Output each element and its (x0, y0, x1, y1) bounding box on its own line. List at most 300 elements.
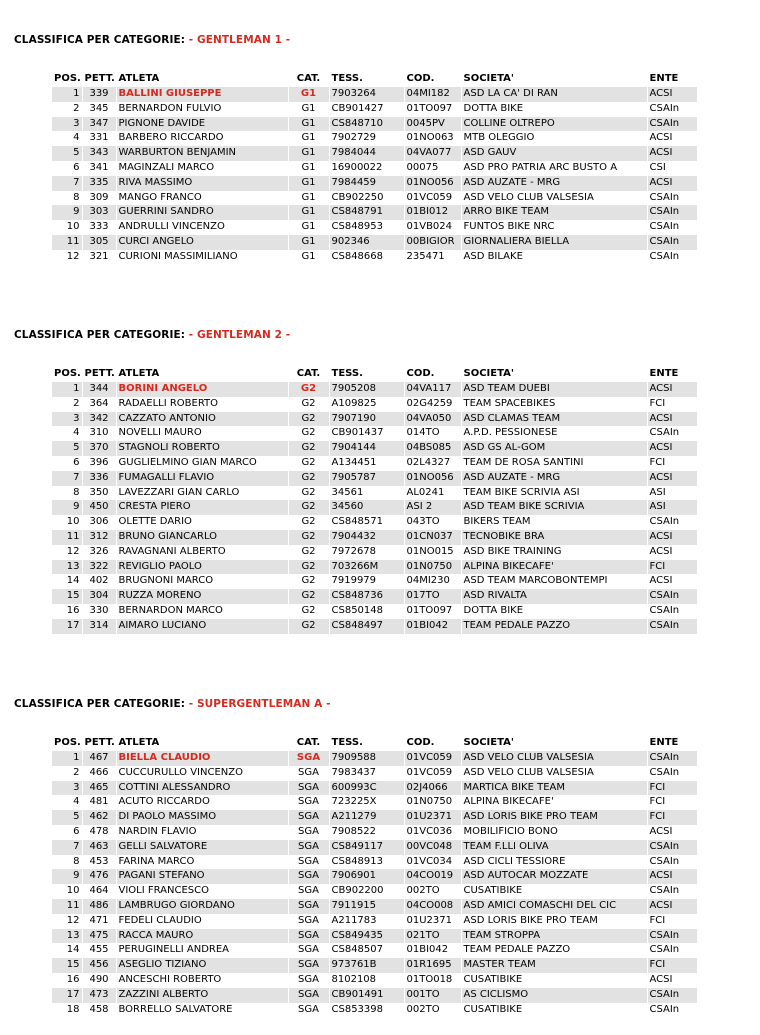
table-row (52, 486, 697, 501)
cell-ente: CSAIn (647, 220, 697, 235)
cell-tess: 7902729 (329, 131, 404, 146)
cell-pos: 10 (52, 515, 82, 530)
cell-cod: 04CO019 (404, 869, 461, 884)
cell-ente: ACSI (647, 973, 697, 988)
cell-cat: SGA (288, 943, 329, 958)
table-row (52, 619, 697, 634)
cell-pos: 4 (52, 131, 82, 146)
cell-cod: 235471 (404, 250, 461, 265)
cell-cod: AL0241 (404, 486, 461, 501)
cell-ente: ACSI (647, 412, 697, 427)
ranking-table (52, 736, 698, 1017)
cell-pos: 6 (52, 825, 82, 840)
cell-tess: 723225X (329, 795, 404, 810)
cell-societa: ASD TEAM DUEBI (461, 382, 647, 397)
cell-cod: 00075 (404, 161, 461, 176)
header-atleta: ATLETA (116, 367, 288, 382)
cell-cod: 04VA117 (404, 382, 461, 397)
cell-ente: ACSI (647, 176, 697, 191)
cell-tess: 7909588 (329, 751, 404, 766)
cell-ente: FCI (647, 810, 697, 825)
cell-ente: CSAIn (647, 766, 697, 781)
cell-societa: ASD VELO CLUB VALSESIA (461, 191, 647, 206)
cell-cod: 01U2371 (404, 810, 461, 825)
cell-pett: 450 (82, 500, 116, 515)
cell-cod: 01N0750 (404, 560, 461, 575)
cell-atleta: ZAZZINI ALBERTO (116, 988, 288, 1003)
cell-ente: CSAIn (647, 943, 697, 958)
table-row (52, 943, 697, 958)
cell-pos: 13 (52, 560, 82, 575)
header-cat: CAT. (288, 72, 329, 87)
table-row (52, 899, 697, 914)
cell-societa: ASD AUTOCAR MOZZATE (461, 869, 647, 884)
cell-pett: 303 (82, 205, 116, 220)
header-societa: SOCIETA' (461, 367, 647, 382)
cell-pett: 309 (82, 191, 116, 206)
cell-ente: FCI (647, 397, 697, 412)
table-row (52, 810, 697, 825)
cell-ente: ACSI (647, 87, 697, 102)
cell-cat: G1 (288, 176, 329, 191)
cell-cat: G1 (288, 191, 329, 206)
table-row (52, 840, 697, 855)
cell-ente: ACSI (647, 825, 697, 840)
cell-cod: 017TO (404, 589, 461, 604)
table-row (52, 456, 697, 471)
cell-cod: 01VC034 (404, 855, 461, 870)
cell-societa: BIKERS TEAM (461, 515, 647, 530)
cell-cod: 04MI230 (404, 574, 461, 589)
cell-tess: 7905208 (329, 382, 404, 397)
table-row (52, 146, 697, 161)
cell-atleta: AIMARO LUCIANO (116, 619, 288, 634)
header-row (52, 736, 697, 751)
cell-pett: 465 (82, 781, 116, 796)
table-row (52, 589, 697, 604)
cell-societa: ASD LORIS BIKE PRO TEAM (461, 810, 647, 825)
cell-pett: 486 (82, 899, 116, 914)
cell-atleta: GUERRINI SANDRO (116, 205, 288, 220)
cell-pett: 339 (82, 87, 116, 102)
table-row (52, 220, 697, 235)
header-cod: COD. (404, 72, 461, 87)
cell-cod: 01NO056 (404, 176, 461, 191)
cell-pett: 456 (82, 958, 116, 973)
cell-cod: 01NO015 (404, 545, 461, 560)
cell-atleta: DI PAOLO MASSIMO (116, 810, 288, 825)
cell-cod: 021TO (404, 929, 461, 944)
cell-pett: 314 (82, 619, 116, 634)
cell-pos: 6 (52, 161, 82, 176)
cell-pos: 3 (52, 412, 82, 427)
cell-tess: 7972678 (329, 545, 404, 560)
cell-cat: G1 (288, 250, 329, 265)
cell-atleta: CURCI ANGELO (116, 235, 288, 250)
cell-pos: 8 (52, 191, 82, 206)
ranking-table (52, 367, 698, 634)
cell-pos: 10 (52, 220, 82, 235)
cell-atleta: RAVAGNANI ALBERTO (116, 545, 288, 560)
cell-pos: 11 (52, 899, 82, 914)
cell-cod: 02J4066 (404, 781, 461, 796)
cell-cod: 02L4327 (404, 456, 461, 471)
cell-cat: SGA (288, 914, 329, 929)
cell-societa: ASD RIVALTA (461, 589, 647, 604)
cell-tess: 7903264 (329, 87, 404, 102)
cell-cat: G2 (288, 456, 329, 471)
cell-ente: ACSI (647, 382, 697, 397)
cell-pos: 13 (52, 929, 82, 944)
cell-societa: GIORNALIERA BIELLA (461, 235, 647, 250)
cell-cat: G2 (288, 560, 329, 575)
cell-cat: SGA (288, 781, 329, 796)
cell-pos: 5 (52, 810, 82, 825)
cell-pos: 5 (52, 146, 82, 161)
cell-societa: AS CICLISMO (461, 988, 647, 1003)
cell-cod: 01NO063 (404, 131, 461, 146)
cell-ente: FCI (647, 795, 697, 810)
cell-cat: G1 (288, 235, 329, 250)
table-row (52, 205, 697, 220)
cell-cat: SGA (288, 855, 329, 870)
header-atleta: ATLETA (116, 72, 288, 87)
cell-pett: 476 (82, 869, 116, 884)
cell-cat: SGA (288, 929, 329, 944)
cell-ente: CSAIn (647, 751, 697, 766)
table-row (52, 250, 697, 265)
title-prefix: CLASSIFICA PER CATEGORIE: (14, 34, 189, 46)
cell-pett: 463 (82, 840, 116, 855)
cell-ente: FCI (647, 914, 697, 929)
cell-ente: CSAIn (647, 1003, 697, 1018)
table-row (52, 515, 697, 530)
cell-ente: CSAIn (647, 102, 697, 117)
cell-pos: 12 (52, 545, 82, 560)
cell-pos: 7 (52, 471, 82, 486)
cell-cat: SGA (288, 973, 329, 988)
cell-cod: 01TO018 (404, 973, 461, 988)
cell-societa: ASD VELO CLUB VALSESIA (461, 766, 647, 781)
section-title (14, 34, 290, 46)
cell-cod: 01CN037 (404, 530, 461, 545)
cell-atleta: BALLINI GIUSEPPE (116, 87, 288, 102)
cell-tess: 7905787 (329, 471, 404, 486)
cell-cod: 00BIGIOR (404, 235, 461, 250)
cell-pos: 2 (52, 102, 82, 117)
cell-cod: 043TO (404, 515, 461, 530)
cell-atleta: CAZZATO ANTONIO (116, 412, 288, 427)
cell-ente: CSAIn (647, 988, 697, 1003)
cell-cat: SGA (288, 1003, 329, 1018)
cell-atleta: PIGNONE DAVIDE (116, 117, 288, 132)
cell-pett: 458 (82, 1003, 116, 1018)
cell-cat: SGA (288, 958, 329, 973)
cell-pos: 9 (52, 205, 82, 220)
cell-cod: 01VC059 (404, 191, 461, 206)
cell-atleta: MAGINZALI MARCO (116, 161, 288, 176)
cell-pett: 330 (82, 604, 116, 619)
table-row (52, 766, 697, 781)
header-ente: ENTE (647, 72, 697, 87)
table-row (52, 914, 697, 929)
cell-atleta: REVIGLIO PAOLO (116, 560, 288, 575)
cell-pos: 9 (52, 500, 82, 515)
cell-tess: 8102108 (329, 973, 404, 988)
cell-tess: A109825 (329, 397, 404, 412)
cell-tess: CS848913 (329, 855, 404, 870)
cell-societa: ASD TEAM MARCOBONTEMPI (461, 574, 647, 589)
cell-tess: 703266M (329, 560, 404, 575)
cell-cat: SGA (288, 899, 329, 914)
cell-ente: CSAIn (647, 250, 697, 265)
cell-cat: G2 (288, 619, 329, 634)
cell-atleta: BRUGNONI MARCO (116, 574, 288, 589)
cell-tess: CS848710 (329, 117, 404, 132)
table-row (52, 958, 697, 973)
cell-tess: 902346 (329, 235, 404, 250)
cell-tess: 16900022 (329, 161, 404, 176)
cell-cat: G2 (288, 412, 329, 427)
cell-cat: G2 (288, 545, 329, 560)
cell-pett: 306 (82, 515, 116, 530)
cell-tess: 34560 (329, 500, 404, 515)
cell-societa: TEAM BIKE SCRIVIA ASI (461, 486, 647, 501)
cell-societa: ASD AUZATE - MRG (461, 471, 647, 486)
cell-cat: G2 (288, 500, 329, 515)
cell-ente: ACSI (647, 441, 697, 456)
cell-ente: CSAIn (647, 840, 697, 855)
cell-atleta: BARBERO RICCARDO (116, 131, 288, 146)
table-row (52, 176, 697, 191)
cell-ente: FCI (647, 456, 697, 471)
cell-pett: 453 (82, 855, 116, 870)
cell-atleta: NOVELLI MAURO (116, 426, 288, 441)
cell-atleta: ANDRULLI VINCENZO (116, 220, 288, 235)
header-pos: POS. (52, 72, 82, 87)
cell-tess: 973761B (329, 958, 404, 973)
cell-atleta: LAVEZZARI GIAN CARLO (116, 486, 288, 501)
cell-atleta: CUCCURULLO VINCENZO (116, 766, 288, 781)
cell-atleta: ANCESCHI ROBERTO (116, 973, 288, 988)
cell-tess: 7983437 (329, 766, 404, 781)
cell-ente: CSAIn (647, 589, 697, 604)
cell-atleta: BERNARDON FULVIO (116, 102, 288, 117)
cell-pett: 478 (82, 825, 116, 840)
cell-atleta: FARINA MARCO (116, 855, 288, 870)
cell-cod: 00VC048 (404, 840, 461, 855)
header-atleta: ATLETA (116, 736, 288, 751)
cell-atleta: MANGO FRANCO (116, 191, 288, 206)
header-cat: CAT. (288, 736, 329, 751)
cell-cat: SGA (288, 751, 329, 766)
cell-atleta: STAGNOLI ROBERTO (116, 441, 288, 456)
cell-pett: 322 (82, 560, 116, 575)
cell-cod: 01VC036 (404, 825, 461, 840)
header-societa: SOCIETA' (461, 736, 647, 751)
cell-ente: CSAIn (647, 515, 697, 530)
cell-pett: 347 (82, 117, 116, 132)
cell-cod: 01BI012 (404, 205, 461, 220)
cell-pos: 4 (52, 795, 82, 810)
cell-tess: CS853398 (329, 1003, 404, 1018)
header-tess: TESS. (329, 72, 404, 87)
cell-atleta: NARDIN FLAVIO (116, 825, 288, 840)
table-row (52, 560, 697, 575)
table-row (52, 191, 697, 206)
cell-tess: 7907190 (329, 412, 404, 427)
cell-societa: ASD GAUV (461, 146, 647, 161)
header-ente: ENTE (647, 367, 697, 382)
cell-tess: CS848497 (329, 619, 404, 634)
cell-societa: ALPINA BIKECAFE' (461, 560, 647, 575)
cell-ente: ACSI (647, 146, 697, 161)
cell-cod: 01VC059 (404, 751, 461, 766)
cell-pett: 342 (82, 412, 116, 427)
cell-tess: CS849435 (329, 929, 404, 944)
cell-tess: 7908522 (329, 825, 404, 840)
cell-pett: 455 (82, 943, 116, 958)
cell-pos: 10 (52, 884, 82, 899)
cell-pos: 15 (52, 589, 82, 604)
header-societa: SOCIETA' (461, 72, 647, 87)
cell-atleta: BORRELLO SALVATORE (116, 1003, 288, 1018)
cell-cat: SGA (288, 810, 329, 825)
cell-ente: CSAIn (647, 117, 697, 132)
table-row (52, 884, 697, 899)
cell-tess: CB901437 (329, 426, 404, 441)
cell-atleta: CRESTA PIERO (116, 500, 288, 515)
cell-tess: 7911915 (329, 899, 404, 914)
cell-pos: 4 (52, 426, 82, 441)
header-pett: PETT. (82, 367, 116, 382)
header-ente: ENTE (647, 736, 697, 751)
cell-societa: ASD LA CA' DI RAN (461, 87, 647, 102)
cell-pos: 12 (52, 250, 82, 265)
cell-tess: CB901427 (329, 102, 404, 117)
table-row (52, 382, 697, 397)
cell-societa: TEAM SPACEBIKES (461, 397, 647, 412)
cell-societa: ASD AMICI COMASCHI DEL CIC (461, 899, 647, 914)
cell-societa: ASD CLAMAS TEAM (461, 412, 647, 427)
cell-cod: 01BI042 (404, 943, 461, 958)
table-row (52, 530, 697, 545)
cell-tess: CS848668 (329, 250, 404, 265)
cell-pos: 18 (52, 1003, 82, 1018)
cell-societa: ASD AUZATE - MRG (461, 176, 647, 191)
cell-cat: SGA (288, 840, 329, 855)
cell-societa: ASD LORIS BIKE PRO TEAM (461, 914, 647, 929)
table-row (52, 795, 697, 810)
cell-cod: 02G4259 (404, 397, 461, 412)
header-row (52, 72, 697, 87)
cell-cat: G2 (288, 441, 329, 456)
cell-ente: ASI (647, 500, 697, 515)
table-row (52, 131, 697, 146)
cell-cod: 04BS085 (404, 441, 461, 456)
cell-cod: 01NO056 (404, 471, 461, 486)
cell-societa: TEAM STROPPA (461, 929, 647, 944)
cell-ente: ACSI (647, 545, 697, 560)
cell-atleta: BORINI ANGELO (116, 382, 288, 397)
cell-atleta: ASEGLIO TIZIANO (116, 958, 288, 973)
cell-atleta: RACCA MAURO (116, 929, 288, 944)
cell-tess: 7906901 (329, 869, 404, 884)
cell-pos: 8 (52, 855, 82, 870)
cell-societa: ASD GS AL-GOM (461, 441, 647, 456)
cell-atleta: GUGLIELMINO GIAN MARCO (116, 456, 288, 471)
cell-cod: 01BI042 (404, 619, 461, 634)
cell-societa: FUNTOS BIKE NRC (461, 220, 647, 235)
section-title (14, 698, 331, 710)
cell-ente: CSAIn (647, 205, 697, 220)
table-row (52, 87, 697, 102)
cell-cat: G2 (288, 530, 329, 545)
cell-cat: G2 (288, 471, 329, 486)
cell-pett: 321 (82, 250, 116, 265)
header-pett: PETT. (82, 736, 116, 751)
cell-tess: 7984044 (329, 146, 404, 161)
cell-pett: 344 (82, 382, 116, 397)
cell-pett: 343 (82, 146, 116, 161)
cell-atleta: LAMBRUGO GIORDANO (116, 899, 288, 914)
category-name: - SUPERGENTLEMAN A - (188, 698, 331, 710)
table-row (52, 500, 697, 515)
cell-cod: 002TO (404, 1003, 461, 1018)
header-tess: TESS. (329, 736, 404, 751)
cell-cat: SGA (288, 766, 329, 781)
cell-tess: CB902250 (329, 191, 404, 206)
cell-ente: FCI (647, 781, 697, 796)
cell-cod: 04VA050 (404, 412, 461, 427)
cell-pos: 3 (52, 781, 82, 796)
cell-cat: G1 (288, 161, 329, 176)
cell-pos: 11 (52, 530, 82, 545)
cell-societa: CUSATIBIKE (461, 1003, 647, 1018)
table-row (52, 781, 697, 796)
cell-pos: 16 (52, 604, 82, 619)
cell-pett: 402 (82, 574, 116, 589)
cell-pett: 464 (82, 884, 116, 899)
cell-societa: CUSATIBIKE (461, 884, 647, 899)
cell-pett: 481 (82, 795, 116, 810)
cell-cod: 04MI182 (404, 87, 461, 102)
cell-cod: 04VA077 (404, 146, 461, 161)
table-row (52, 471, 697, 486)
cell-pos: 12 (52, 914, 82, 929)
cell-ente: ACSI (647, 131, 697, 146)
cell-cat: SGA (288, 825, 329, 840)
cell-cod: 01R1695 (404, 958, 461, 973)
cell-pett: 475 (82, 929, 116, 944)
cell-pett: 350 (82, 486, 116, 501)
cell-societa: DOTTA BIKE (461, 102, 647, 117)
cell-cat: G2 (288, 589, 329, 604)
cell-pos: 9 (52, 869, 82, 884)
cell-societa: MOBILIFICIO BONO (461, 825, 647, 840)
cell-ente: CSAIn (647, 604, 697, 619)
cell-pett: 466 (82, 766, 116, 781)
cell-pett: 467 (82, 751, 116, 766)
table-row (52, 1003, 697, 1018)
table-row (52, 545, 697, 560)
cell-atleta: RADAELLI ROBERTO (116, 397, 288, 412)
cell-cod: 014TO (404, 426, 461, 441)
cell-societa: TEAM PEDALE PAZZO (461, 619, 647, 634)
cell-ente: CSAIn (647, 191, 697, 206)
cell-pett: 471 (82, 914, 116, 929)
cell-atleta: COTTINI ALESSANDRO (116, 781, 288, 796)
